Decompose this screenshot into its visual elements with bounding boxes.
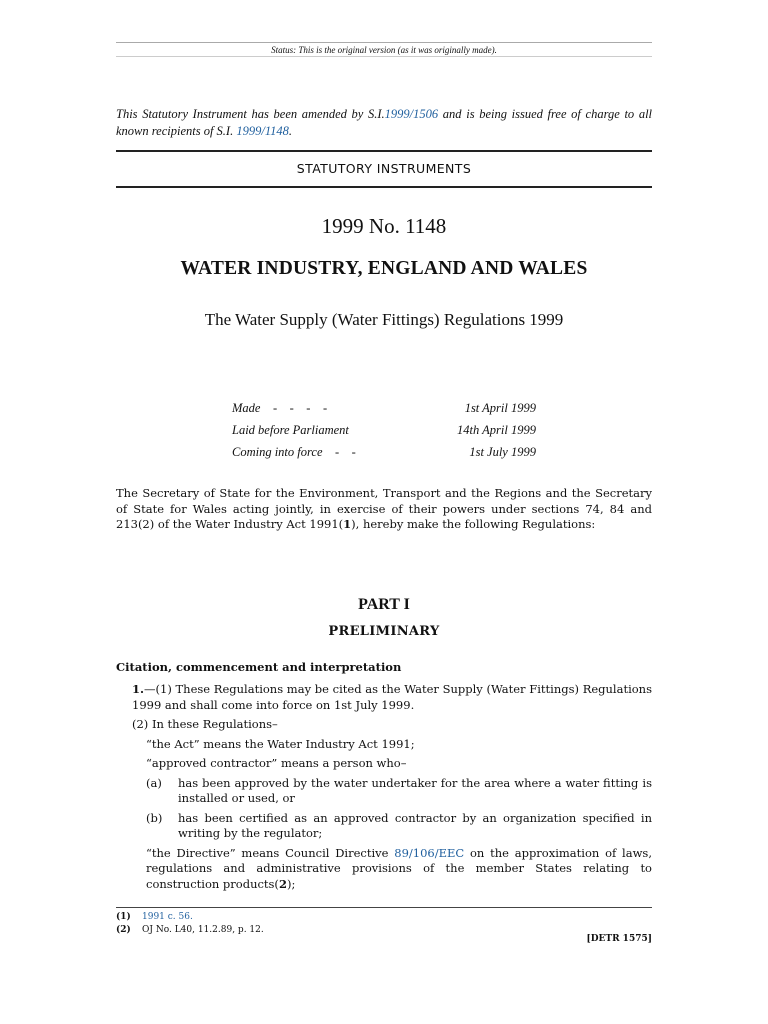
- footnote-ref-1[interactable]: 1: [343, 517, 352, 531]
- regulation-body: [116, 682, 652, 896]
- footnote-number: (2): [116, 925, 131, 935]
- preamble-text: The Secretary of State for the Environment, Transport and the Regions and the Secretary of State for Wales acting jointly, in exercise of their powers under sections 74, 84 and 213(2) of the Water Industry Act 1991(: [116, 486, 652, 531]
- footnote-divider: [116, 907, 652, 908]
- amendment-notice: [116, 106, 652, 140]
- paragraph-1-text: —(1) These Regulations may be cited as the Water Supply (Water Fittings) Regulations 1999 and shall come into force on 1st July 1999.: [132, 682, 652, 712]
- definition-directive: [116, 846, 652, 893]
- part-number: PART I: [358, 596, 410, 613]
- recipient-si-link[interactable]: 1999/1148: [236, 124, 289, 138]
- footnote-ref-2[interactable]: 2: [278, 876, 287, 891]
- date-row-force: [232, 441, 536, 463]
- date-row-made: [232, 397, 536, 419]
- part-title: PRELIMINARY: [328, 624, 440, 639]
- instrument-title: The Water Supply (Water Fittings) Regulations 1999: [204, 310, 564, 329]
- document-reference: [DETR 1575]: [586, 934, 652, 944]
- list-item-text: has been approved by the water undertaker for the area where a water fitting is installed or used, or: [178, 775, 652, 805]
- amend-si-link[interactable]: 1999/1506: [384, 107, 439, 121]
- date-label: Made - - - -: [232, 401, 328, 415]
- dates-table: [232, 397, 536, 463]
- status-line: Status: This is the original version (as it was originally made).: [116, 42, 652, 55]
- footnote-number: (1): [116, 912, 131, 922]
- instrument-subject: WATER INDUSTRY, ENGLAND AND WALES: [180, 258, 588, 279]
- date-label: Laid before Parliament: [232, 423, 349, 437]
- list-item-mark: (b): [146, 810, 163, 825]
- amendment-prefix: This Statutory Instrument has been amended by S.I.: [116, 107, 385, 121]
- paragraph-2: (2) In these Regulations–: [132, 717, 278, 731]
- footnote-text: OJ No. L40, 11.2.89, p. 12.: [142, 925, 264, 935]
- instrument-number: 1999 No. 1148: [321, 214, 447, 238]
- instrument-category: STATUTORY INSTRUMENTS: [296, 161, 472, 176]
- list-item: [116, 811, 652, 842]
- definition-approved-contractor: “approved contractor” means a person who–: [146, 756, 407, 770]
- date-value: 14th April 1999: [457, 423, 536, 437]
- section-heading: Citation, commencement and interpretation: [116, 660, 402, 674]
- date-value: 1st July 1999: [469, 445, 536, 459]
- preamble-text-end: ), hereby make the following Regulations:: [351, 517, 596, 531]
- date-label: Coming into force - -: [232, 445, 356, 459]
- paragraph-1: [116, 682, 652, 713]
- list-item-mark: (a): [146, 775, 162, 790]
- list-item: [116, 776, 652, 807]
- statutory-instruments-banner: [116, 150, 652, 188]
- amendment-suffix: .: [288, 124, 293, 138]
- status-divider: [116, 56, 652, 57]
- regulation-number: 1.: [132, 682, 145, 696]
- date-row-laid: [232, 419, 536, 441]
- list-item-text: has been certified as an approved contractor by an organization specified in writing by the regulator;: [178, 810, 652, 840]
- directive-link[interactable]: 89/106/EEC: [394, 845, 465, 860]
- directive-text: “the Directive” means Council Directive: [146, 845, 395, 860]
- amendment-middle: and is being issued free of charge to all known recipients of S.I.: [116, 107, 653, 138]
- footnote-link[interactable]: 1991 c. 56.: [142, 912, 193, 922]
- definition-act: “the Act” means the Water Industry Act 1991;: [146, 736, 415, 751]
- directive-text-cont: on the approximation of laws, regulations and administrative provisions of the member States relating to construction products(: [146, 845, 652, 891]
- preamble: [116, 486, 652, 533]
- footnote-item: [116, 911, 652, 924]
- directive-text-end: );: [286, 876, 296, 891]
- date-value: 1st April 1999: [464, 401, 536, 415]
